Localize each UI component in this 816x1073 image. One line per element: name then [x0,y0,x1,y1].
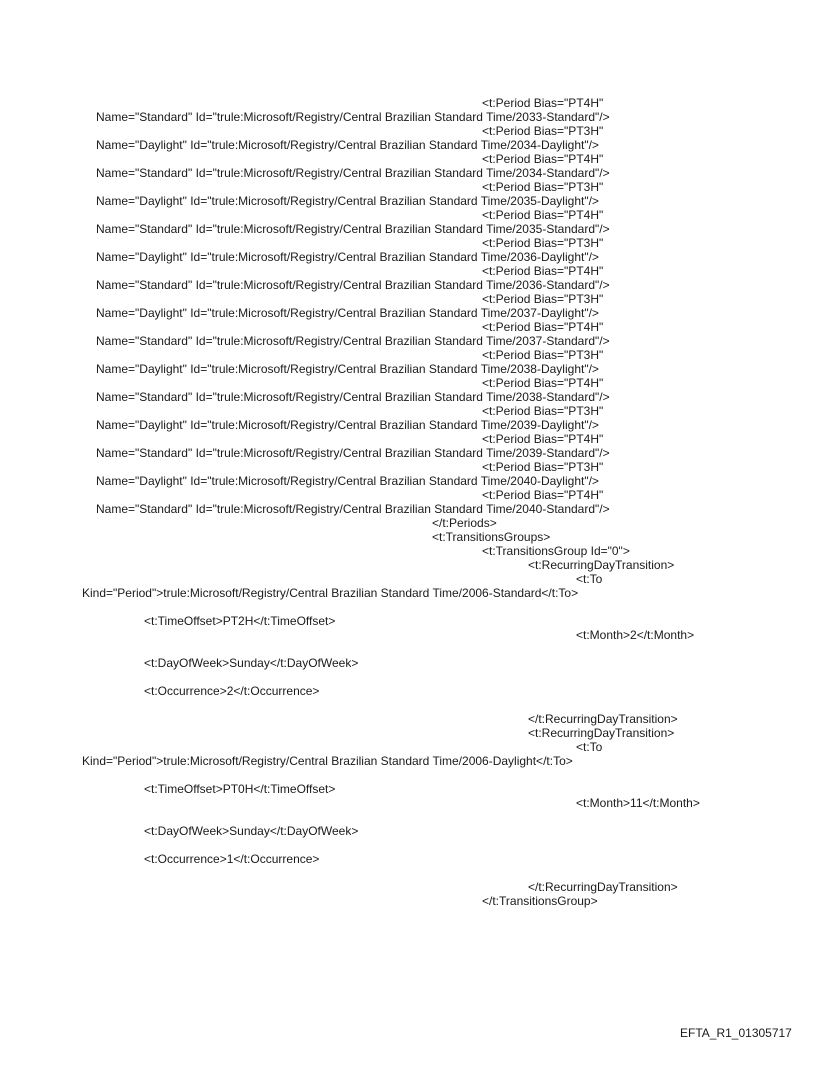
period-attrs-line: Name="Standard" Id="trule:Microsoft/Registry/Central Brazilian Standard Time/2034-Standard"/> [96,166,610,180]
period-attrs-line: Name="Standard" Id="trule:Microsoft/Registry/Central Brazilian Standard Time/2033-Standard"/> [96,110,610,124]
time-offset-line: <t:TimeOffset>PT2H</t:TimeOffset> [144,614,336,628]
day-of-week-line: <t:DayOfWeek>Sunday</t:DayOfWeek> [144,656,359,670]
period-open-line: <t:Period Bias="PT4H" [482,96,604,110]
period-open-line: <t:Period Bias="PT4H" [482,152,604,166]
recurring-day-transition-close: </t:RecurringDayTransition> [528,712,678,726]
period-open-line: <t:Period Bias="PT3H" [482,460,604,474]
period-attrs-line: Name="Daylight" Id="trule:Microsoft/Registry/Central Brazilian Standard Time/2036-Daylight"/> [96,250,599,264]
occurrence-line: <t:Occurrence>1</t:Occurrence> [144,852,320,866]
occurrence-line: <t:Occurrence>2</t:Occurrence> [144,684,320,698]
period-open-line: <t:Period Bias="PT4H" [482,208,604,222]
period-attrs-line: Name="Standard" Id="trule:Microsoft/Registry/Central Brazilian Standard Time/2038-Standard"/> [96,390,610,404]
to-open-tag: <t:To [576,572,603,586]
period-attrs-line: Name="Daylight" Id="trule:Microsoft/Registry/Central Brazilian Standard Time/2040-Daylight"/> [96,474,599,488]
period-attrs-line: Name="Daylight" Id="trule:Microsoft/Registry/Central Brazilian Standard Time/2038-Daylight"/> [96,362,599,376]
period-open-line: <t:Period Bias="PT4H" [482,488,604,502]
period-attrs-line: Name="Daylight" Id="trule:Microsoft/Registry/Central Brazilian Standard Time/2035-Daylight"/> [96,194,599,208]
recurring-day-transition-close: </t:RecurringDayTransition> [528,880,678,894]
period-open-line: <t:Period Bias="PT3H" [482,292,604,306]
bates-number: EFTA_R1_01305717 [680,1026,792,1040]
period-attrs-line: Name="Daylight" Id="trule:Microsoft/Registry/Central Brazilian Standard Time/2034-Daylight"/> [96,138,599,152]
period-open-line: <t:Period Bias="PT4H" [482,320,604,334]
period-open-line: <t:Period Bias="PT3H" [482,348,604,362]
period-attrs-line: Name="Standard" Id="trule:Microsoft/Registry/Central Brazilian Standard Time/2036-Standard"/> [96,278,610,292]
period-open-line: <t:Period Bias="PT3H" [482,236,604,250]
month-line: <t:Month>11</t:Month> [576,796,700,810]
to-kind-line: Kind="Period">trule:Microsoft/Registry/Central Brazilian Standard Time/2006-Standard</t:To> [82,586,579,600]
period-attrs-line: Name="Standard" Id="trule:Microsoft/Registry/Central Brazilian Standard Time/2040-Standard"/> [96,502,610,516]
period-open-line: <t:Period Bias="PT3H" [482,124,604,138]
period-attrs-line: Name="Standard" Id="trule:Microsoft/Registry/Central Brazilian Standard Time/2039-Standard"/> [96,446,610,460]
transitions-group-close-tag: </t:TransitionsGroup> [482,894,598,908]
period-attrs-line: Name="Daylight" Id="trule:Microsoft/Registry/Central Brazilian Standard Time/2037-Daylight"/> [96,306,599,320]
day-of-week-line: <t:DayOfWeek>Sunday</t:DayOfWeek> [144,824,359,838]
to-kind-line: Kind="Period">trule:Microsoft/Registry/Central Brazilian Standard Time/2006-Daylight</t:To> [82,754,573,768]
period-attrs-line: Name="Standard" Id="trule:Microsoft/Registry/Central Brazilian Standard Time/2035-Standard"/> [96,222,610,236]
period-open-line: <t:Period Bias="PT4H" [482,376,604,390]
periods-close-tag: </t:Periods> [432,516,497,530]
transitions-groups-open-tag: <t:TransitionsGroups> [432,530,551,544]
period-open-line: <t:Period Bias="PT4H" [482,264,604,278]
recurring-day-transition-open: <t:RecurringDayTransition> [528,558,675,572]
month-line: <t:Month>2</t:Month> [576,628,695,642]
period-attrs-line: Name="Standard" Id="trule:Microsoft/Registry/Central Brazilian Standard Time/2037-Standard"/> [96,334,610,348]
to-open-tag: <t:To [576,740,603,754]
period-open-line: <t:Period Bias="PT4H" [482,432,604,446]
transitions-group-open-tag: <t:TransitionsGroup Id="0"> [482,544,630,558]
time-offset-line: <t:TimeOffset>PT0H</t:TimeOffset> [144,782,336,796]
period-open-line: <t:Period Bias="PT3H" [482,404,604,418]
period-open-line: <t:Period Bias="PT3H" [482,180,604,194]
recurring-day-transition-open: <t:RecurringDayTransition> [528,726,675,740]
period-attrs-line: Name="Daylight" Id="trule:Microsoft/Registry/Central Brazilian Standard Time/2039-Daylight"/> [96,418,599,432]
